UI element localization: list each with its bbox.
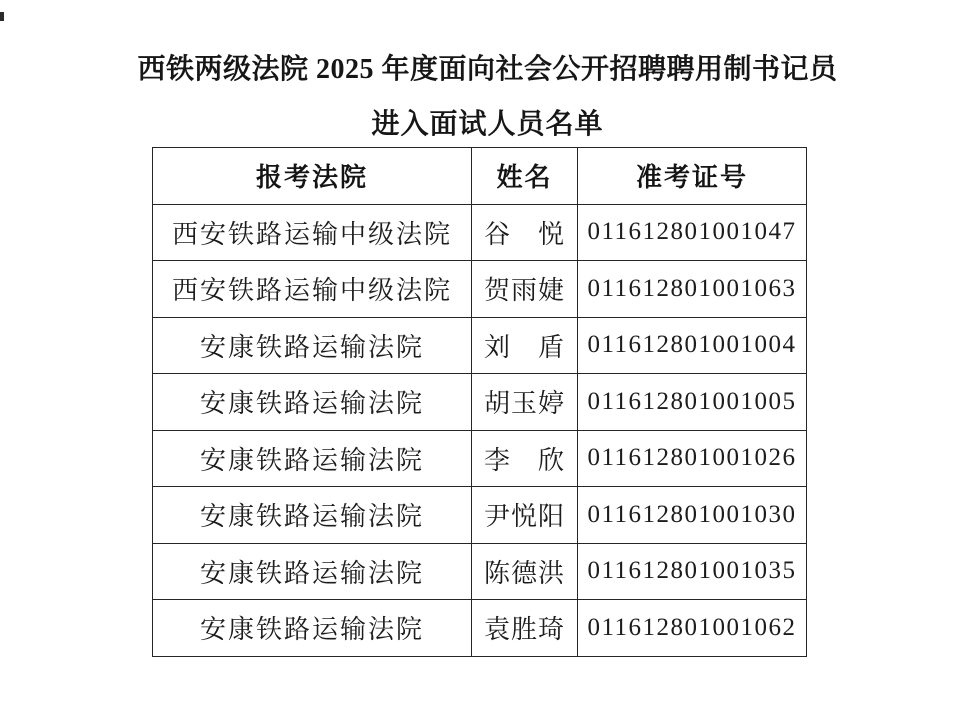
table-row (153, 317, 807, 374)
ticket-cell: 011612801001062 (578, 600, 807, 657)
name-cell: 尹悦阳 (472, 487, 578, 544)
ticket-cell: 011612801001063 (578, 261, 807, 318)
name-cell: 李 欣 (472, 430, 578, 487)
column-header-name: 姓名 (472, 148, 578, 205)
interview-roster-table (152, 147, 807, 657)
ticket-cell: 011612801001035 (578, 543, 807, 600)
name-cell: 贺雨婕 (472, 261, 578, 318)
scan-artifact (0, 12, 4, 21)
column-header-court: 报考法院 (153, 148, 472, 205)
document-title-line1: 西铁两级法院 2025 年度面向社会公开招聘聘用制书记员 (137, 54, 838, 85)
table-row (153, 374, 807, 431)
name-cell: 胡玉婷 (472, 374, 578, 431)
table-row (153, 430, 807, 487)
column-header-ticket: 准考证号 (578, 148, 807, 205)
name-cell: 刘 盾 (472, 317, 578, 374)
table-row (153, 600, 807, 657)
name-cell: 陈德洪 (472, 543, 578, 600)
table-header-row (153, 148, 807, 205)
court-cell: 西安铁路运输中级法院 (153, 261, 472, 318)
court-cell: 安康铁路运输法院 (153, 374, 472, 431)
ticket-cell: 011612801001030 (578, 487, 807, 544)
name-cell: 袁胜琦 (472, 600, 578, 657)
ticket-cell: 011612801001047 (578, 204, 807, 261)
court-cell: 安康铁路运输法院 (153, 317, 472, 374)
ticket-cell: 011612801001026 (578, 430, 807, 487)
ticket-cell: 011612801001005 (578, 374, 807, 431)
court-cell: 安康铁路运输法院 (153, 487, 472, 544)
table-row (153, 543, 807, 600)
court-cell: 西安铁路运输中级法院 (153, 204, 472, 261)
court-cell: 安康铁路运输法院 (153, 600, 472, 657)
name-cell: 谷 悦 (472, 204, 578, 261)
document-title-line2: 进入面试人员名单 (371, 109, 604, 140)
ticket-cell: 011612801001004 (578, 317, 807, 374)
court-cell: 安康铁路运输法院 (153, 430, 472, 487)
table-row (153, 261, 807, 318)
table-row (153, 487, 807, 544)
table-row (153, 204, 807, 261)
court-cell: 安康铁路运输法院 (153, 543, 472, 600)
